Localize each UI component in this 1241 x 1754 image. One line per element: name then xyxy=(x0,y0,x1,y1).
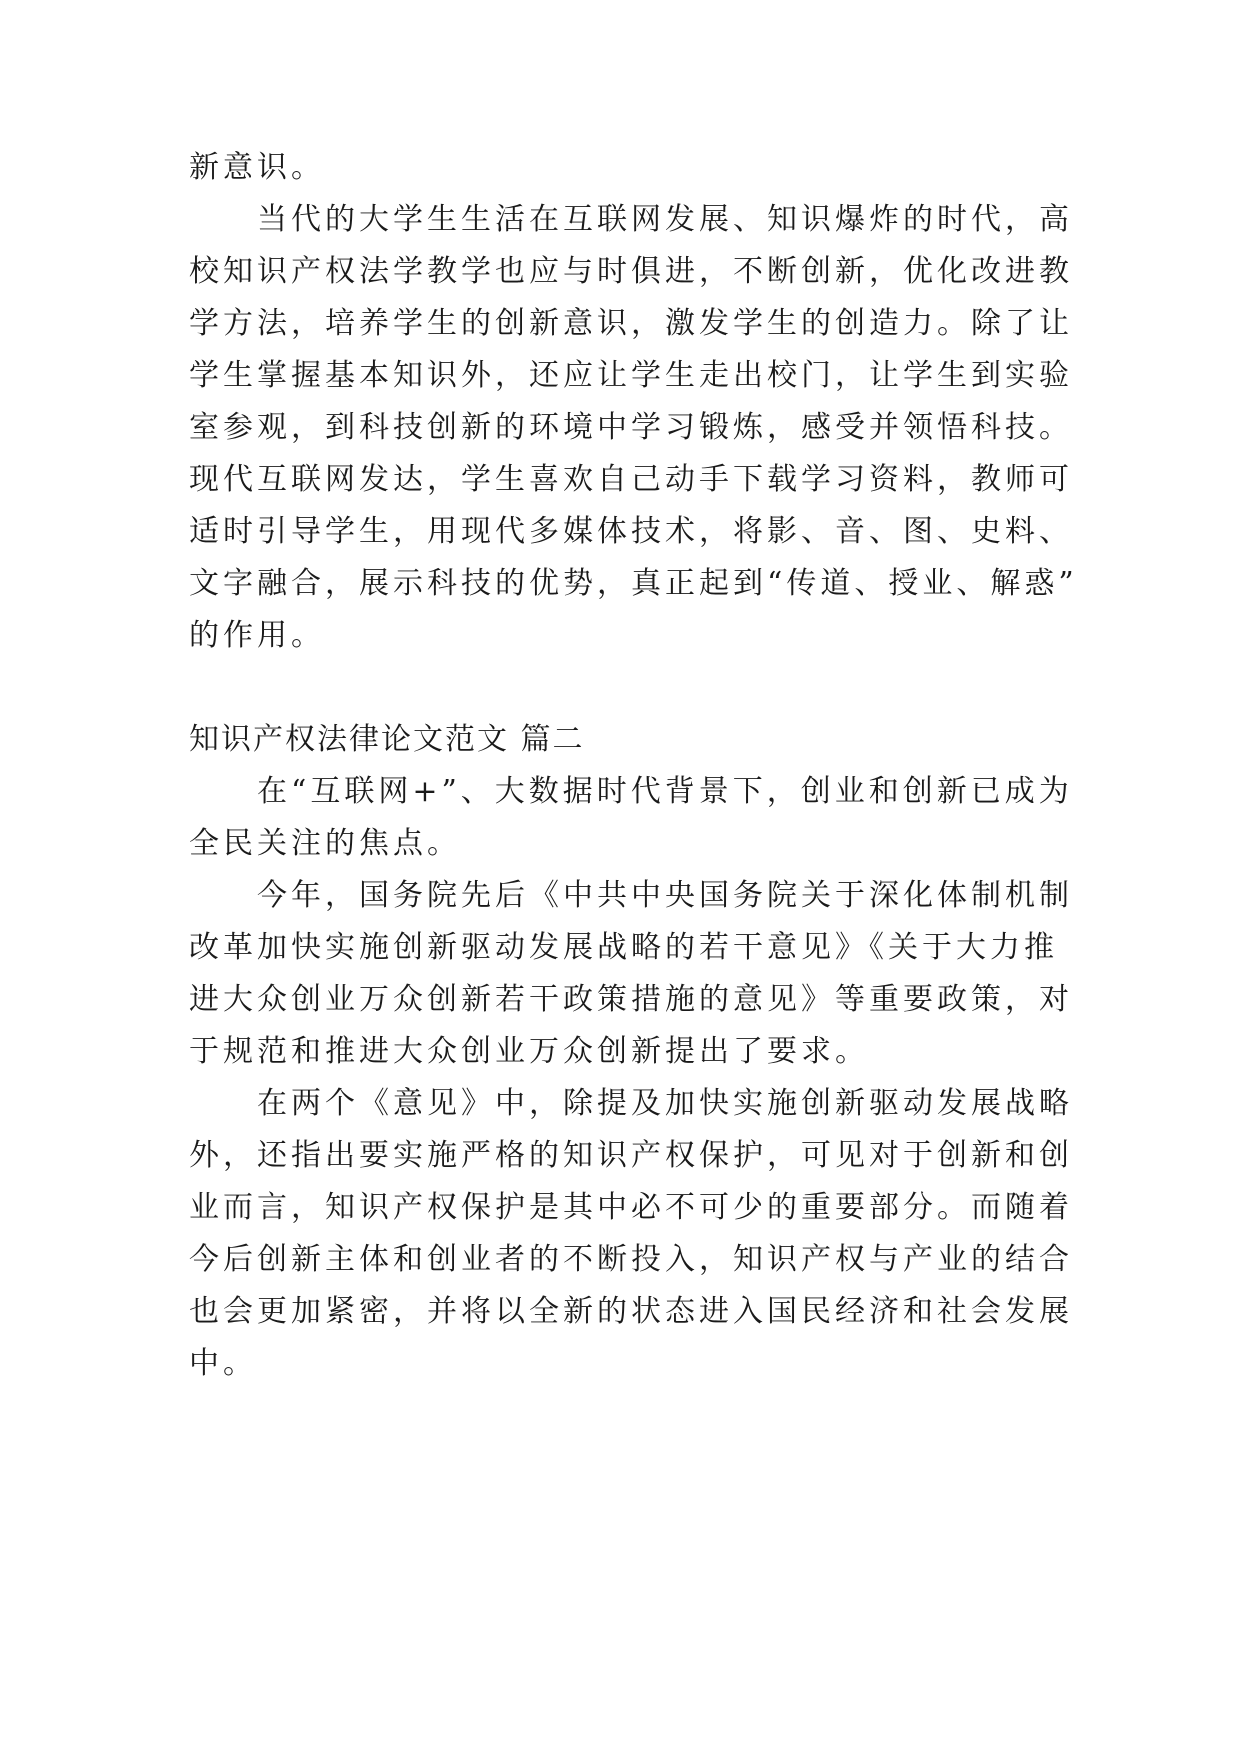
paragraph-line: 也会更加紧密，并将以全新的状态进入国民经济和社会发展 xyxy=(189,1294,1073,1329)
paragraph-line: 学生掌握基本知识外，还应让学生走出校门，让学生到实验 xyxy=(189,358,1073,393)
paragraph-line: 业而言，知识产权保护是其中必不可少的重要部分。而随着 xyxy=(189,1190,1073,1225)
paragraph-line: 校知识产权法学教学也应与时俱进，不断创新，优化改进教 xyxy=(189,254,1073,289)
paragraph-line: 中。 xyxy=(189,1346,257,1381)
paragraph-line: 的作用。 xyxy=(189,618,325,653)
paragraph-line: 在两个《意见》中，除提及加快实施创新驱动发展战略 xyxy=(257,1086,1073,1121)
paragraph-line: 外，还指出要实施严格的知识产权保护，可见对于创新和创 xyxy=(189,1138,1073,1173)
paragraph-line: 文字融合，展示科技的优势，真正起到“传道、授业、解惑” xyxy=(189,566,1078,601)
paragraph-line: 全民关注的焦点。 xyxy=(189,826,461,861)
paragraph-line: 今后创新主体和创业者的不断投入，知识产权与产业的结合 xyxy=(189,1242,1073,1277)
paragraph-line: 当代的大学生生活在互联网发展、知识爆炸的时代，高 xyxy=(257,202,1073,237)
paragraph-line: 新意识。 xyxy=(189,150,325,185)
paragraph-line: 今年，国务院先后《中共中央国务院关于深化体制机制 xyxy=(257,878,1073,913)
paragraph-line: 进大众创业万众创新若干政策措施的意见》等重要政策，对 xyxy=(189,982,1073,1017)
paragraph-line: 现代互联网发达，学生喜欢自己动手下载学习资料，教师可 xyxy=(189,462,1073,497)
paragraph-line: 改革加快实施创新驱动发展战略的若干意见》《关于大力推 xyxy=(189,930,1058,965)
section-heading: 知识产权法律论文范文 篇二 xyxy=(189,722,585,757)
paragraph-line: 室参观，到科技创新的环境中学习锻炼，感受并领悟科技。 xyxy=(189,410,1073,445)
paragraph-line: 于规范和推进大众创业万众创新提出了要求。 xyxy=(189,1034,869,1069)
paragraph-line: 在“互联网+”、大数据时代背景下，创业和创新已成为 xyxy=(257,774,1073,809)
paragraph-line: 学方法，培养学生的创新意识，激发学生的创造力。除了让 xyxy=(189,306,1073,341)
paragraph-line: 适时引导学生，用现代多媒体技术，将影、音、图、史料、 xyxy=(189,514,1073,549)
